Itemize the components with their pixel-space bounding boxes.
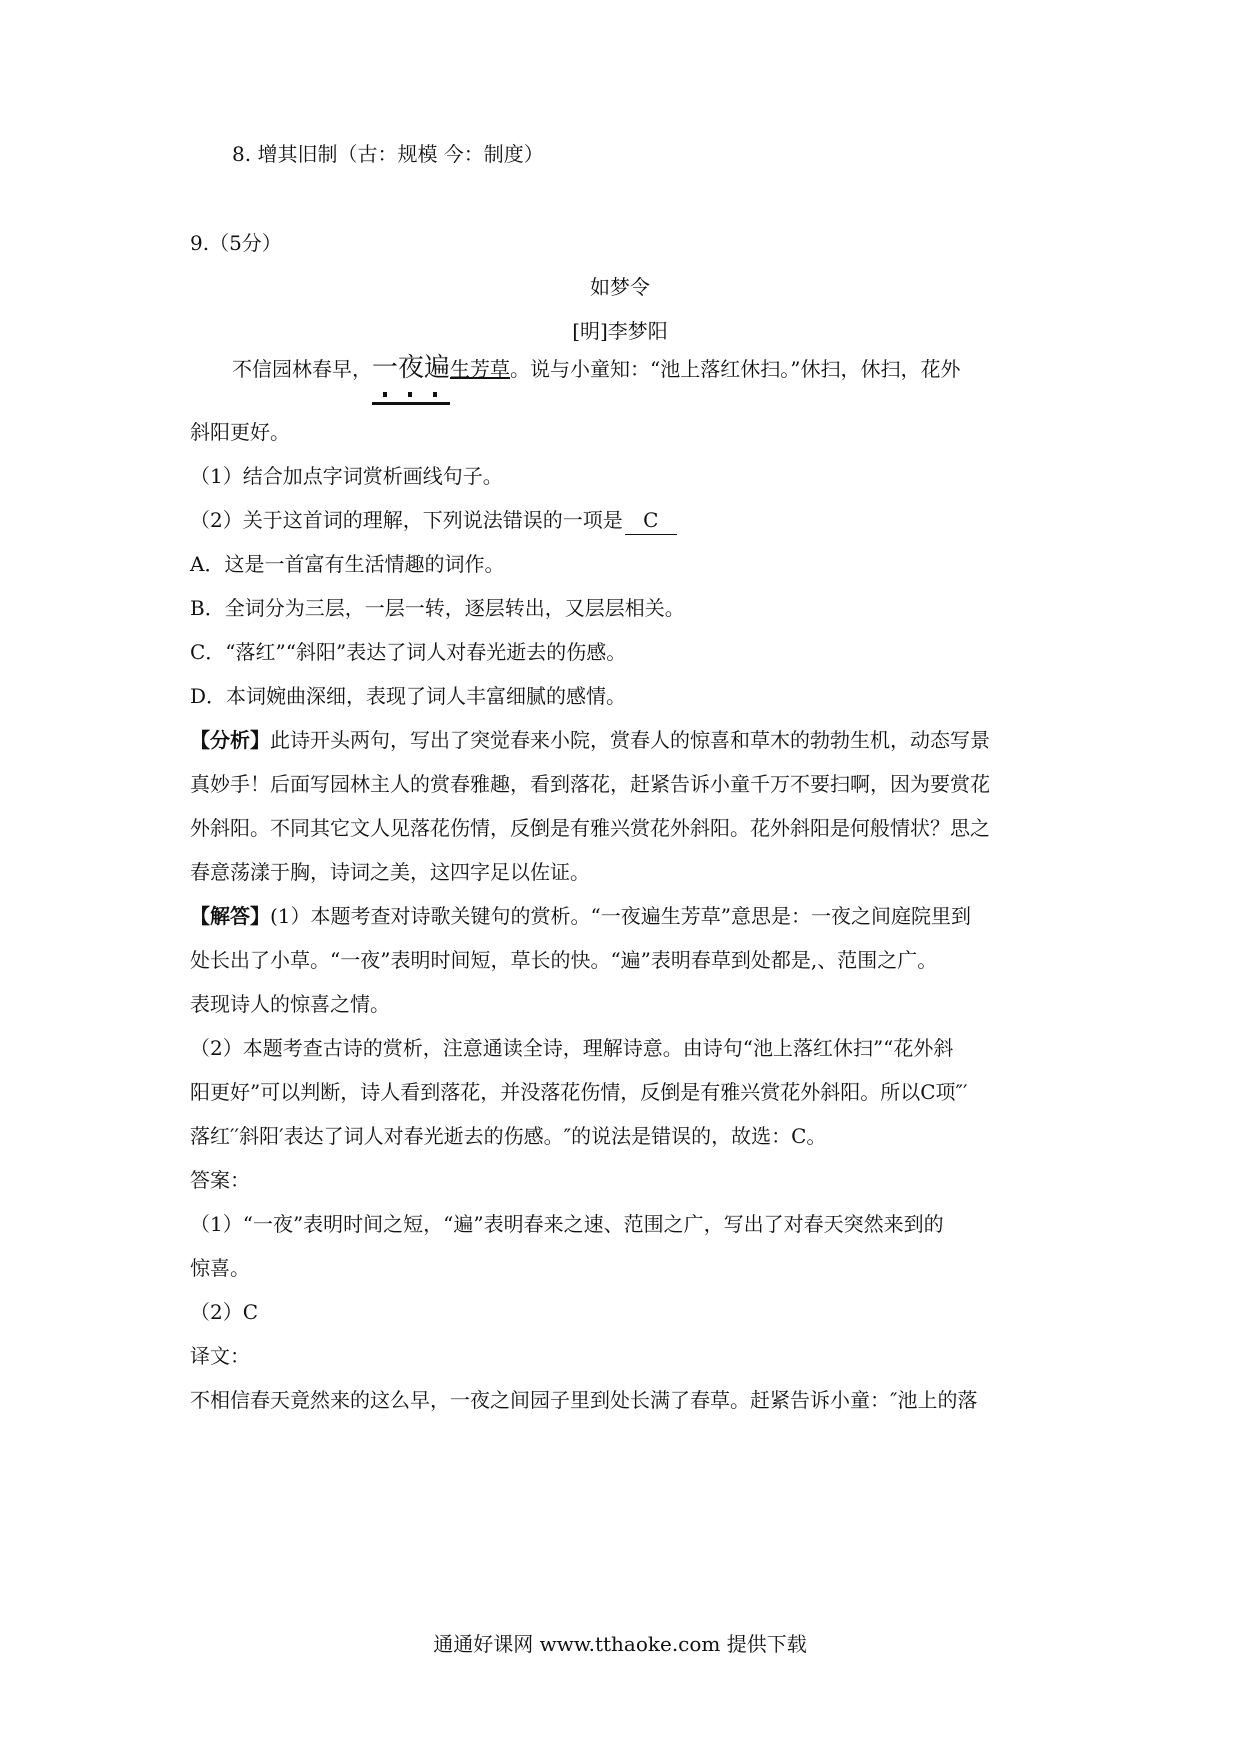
poem-dotted-words: 一夜遍 xyxy=(372,354,450,383)
option-d: D．本词婉曲深细，表现了词人丰富细腻的感情。 xyxy=(190,684,627,708)
page-footer: 通通好课网 www.tthaoke.com 提供下载 xyxy=(433,1632,807,1656)
poem-line1-pre: 不信园林春早， xyxy=(232,357,372,381)
analysis-line-1: 【分析】此诗开头两句，写出了突觉春来小院，赏春人的惊喜和草木的勃勃生机，动态写景 xyxy=(190,728,990,752)
translation-line-1: 不相信春天竟然来的这么早，一夜之间园子里到处长满了春草。赶紧告诉小童：″池上的落 xyxy=(190,1388,978,1412)
emphasis-dots-icon xyxy=(372,392,450,405)
analysis-label: 【分析】 xyxy=(190,728,270,752)
poem-line-2: 斜阳更好。 xyxy=(190,420,290,444)
sub-question-1: （1）结合加点字词赏析画线句子。 xyxy=(190,464,503,488)
analysis-line-4: 春意荡漾于胸，诗词之美，这四字足以佐证。 xyxy=(190,860,590,884)
poem-underlined-sentence: 一夜遍 生芳草 xyxy=(372,357,510,381)
solution-label: 【解答】 xyxy=(190,904,270,928)
translation-label: 译文： xyxy=(190,1344,250,1368)
option-c: C．“落红”“斜阳”表达了词人对春光逝去的伤感。 xyxy=(190,640,627,664)
solution2-line-3: 落红′′斜阳′表达了词人对春光逝去的伤感。″的说法是错误的，故选：C。 xyxy=(190,1124,827,1148)
poem-title: 如梦令 xyxy=(590,275,650,299)
analysis-line-3: 外斜阳。不同其它文人见落花伤情，反倒是有雅兴赏花外斜阳。花外斜阳是何般情状？思之 xyxy=(190,816,990,840)
answer1-line-2: 惊喜。 xyxy=(190,1256,250,1280)
solution-line-2: 处长出了小草。“一夜”表明时间短，草长的快。“遍”表明春草到处都是,、范围之广。 xyxy=(190,948,938,972)
answer-blank: C xyxy=(625,506,677,535)
poem-line-1 xyxy=(232,354,1102,383)
analysis-line-2: 真妙手！后面写园林主人的赏春雅趣，看到落花，赶紧告诉小童千万不要扫啊，因为要赏花 xyxy=(190,772,990,796)
solution2-line-1: （2）本题考查古诗的赏析，注意通读全诗，理解诗意。由诗句“池上落红休扫”“花外斜 xyxy=(190,1036,954,1060)
answer-label: 答案： xyxy=(190,1168,250,1192)
poem-line1-post: 。说与小童知：“池上落红休扫。”休扫，休扫，花外 xyxy=(510,357,961,381)
option-b: B．全词分为三层，一层一转，逐层转出，又层层相关。 xyxy=(190,596,685,620)
answer1-line-1: （1）“一夜”表明时间之短，“遍”表明春来之速、范围之广，写出了对春天突然来到的 xyxy=(190,1212,944,1236)
q9-header: 9.（5分） xyxy=(190,231,282,255)
solution-line-1: 【解答】(1）本题考查对诗歌关键句的赏析。“一夜遍生芳草”意思是：一夜之间庭院里到 xyxy=(190,904,971,928)
poem-author: [明]李梦阳 xyxy=(572,319,668,343)
solution2-line-2: 阳更好”可以判断，诗人看到落花，并没落花伤情，反倒是有雅兴赏花外斜阳。所以C项″′ xyxy=(190,1080,968,1104)
option-a: A．这是一首富有生活情趣的词作。 xyxy=(190,552,505,576)
q8-item: 8. 增其旧制（古：规模 今：制度） xyxy=(232,142,544,166)
solution-line-3: 表现诗人的惊喜之情。 xyxy=(190,992,390,1016)
answer2: （2）C xyxy=(190,1300,259,1324)
sub-question-2: （2）关于这首词的理解，下列说法错误的一项是 C xyxy=(190,506,1060,535)
